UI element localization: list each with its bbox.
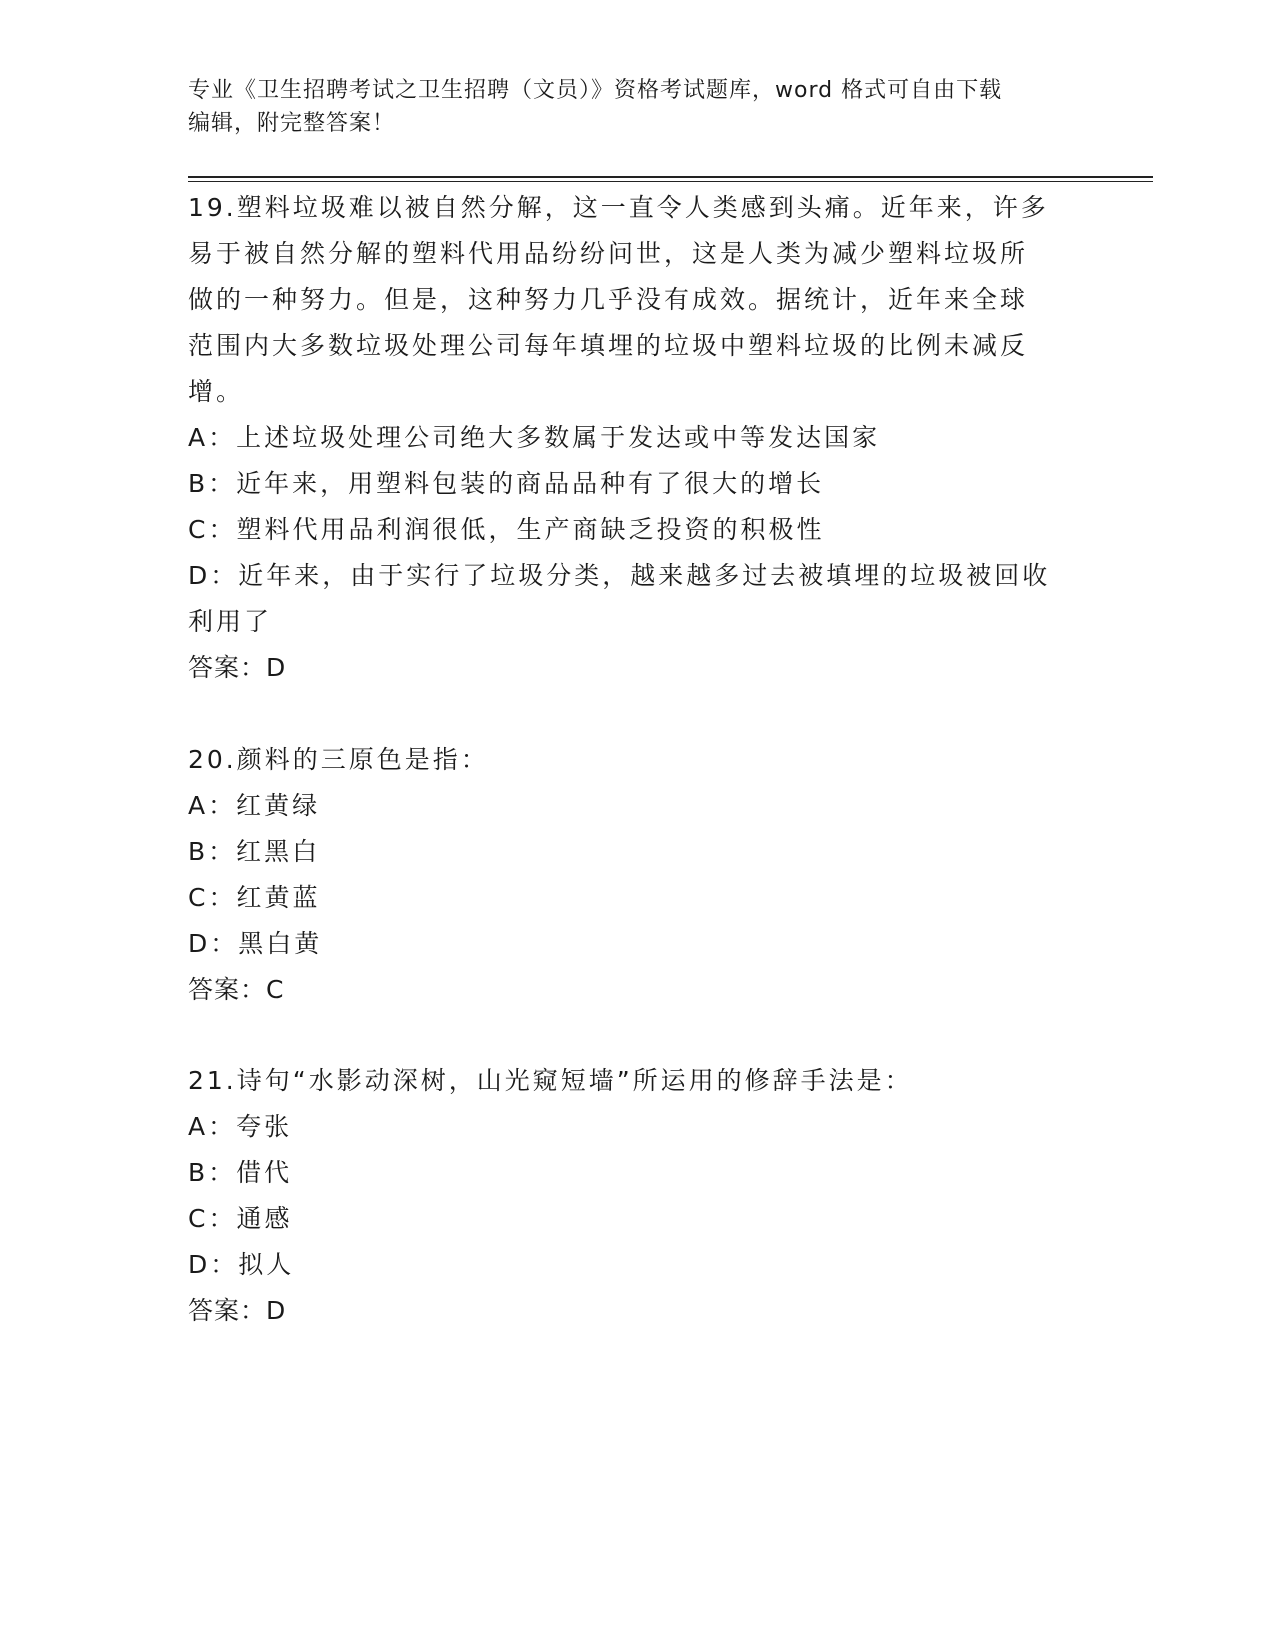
answer: 答案：C [188, 975, 285, 1004]
option-c: C：红黄蓝 [188, 883, 321, 912]
answer: 答案：D [188, 653, 287, 682]
option-d: D：黑白黄 [188, 929, 323, 958]
question-stem-line: 做的一种努力。但是，这种努力几乎没有成效。据统计，近年来全球 [188, 285, 1029, 314]
question-stem-line: 19.塑料垃圾难以被自然分解，这一直令人类感到头痛。近年来，许多 [188, 193, 1049, 222]
question-21 [188, 1058, 1078, 1334]
header-line-2: 编辑，附完整答案！ [188, 111, 396, 136]
option-b: B：红黑白 [188, 837, 321, 866]
header-rule-thick [188, 176, 1153, 178]
header-line-1: 专业《卫生招聘考试之卫生招聘（文员）》资格考试题库，word 格式可自由下载 [188, 78, 1003, 103]
option-b: B：借代 [188, 1158, 293, 1187]
option-c: C：塑料代用品利润很低，生产商缺乏投资的积极性 [188, 515, 825, 544]
document-header [188, 74, 1068, 140]
option-d-continued: 利用了 [188, 607, 273, 636]
option-c: C：通感 [188, 1204, 293, 1233]
option-a: A：夸张 [188, 1112, 293, 1141]
header-rule-thin [188, 181, 1153, 182]
option-a: A：上述垃圾处理公司绝大多数属于发达或中等发达国家 [188, 423, 881, 452]
question-stem: 20.颜料的三原色是指： [188, 745, 489, 774]
option-d: D：近年来，由于实行了垃圾分类，越来越多过去被填埋的垃圾被回收 [188, 561, 1051, 590]
question-stem: 21.诗句“水影动深树，山光窥短墙”所运用的修辞手法是： [188, 1066, 913, 1095]
question-stem-line: 范围内大多数垃圾处理公司每年填埋的垃圾中塑料垃圾的比例未减反 [188, 331, 1029, 360]
answer: 答案：D [188, 1296, 287, 1325]
question-stem-line: 增。 [188, 377, 245, 406]
option-d: D：拟人 [188, 1250, 295, 1279]
question-stem-line: 易于被自然分解的塑料代用品纷纷问世，这是人类为减少塑料垃圾所 [188, 239, 1029, 268]
question-20 [188, 737, 1078, 1013]
option-b: B：近年来，用塑料包装的商品品种有了很大的增长 [188, 469, 825, 498]
option-a: A：红黄绿 [188, 791, 321, 820]
question-19 [188, 185, 1078, 691]
